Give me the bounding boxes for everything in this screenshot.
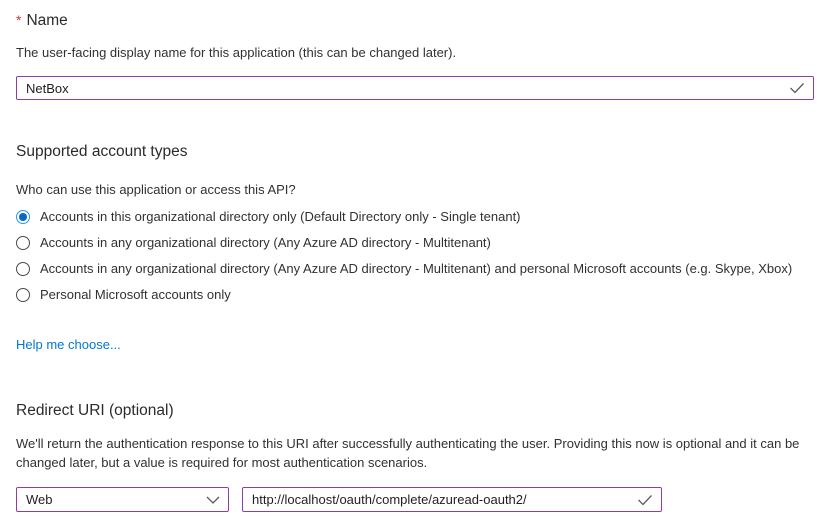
radio-option-multitenant-personal[interactable] [16, 260, 814, 278]
account-types-question: Who can use this application or access this API? [16, 182, 296, 197]
radio-button-icon [16, 236, 30, 250]
platform-select[interactable] [16, 487, 229, 512]
radio-option-label: Accounts in any organizational directory (Any Azure AD directory - Multitenant) and personal Microsoft accounts (e.g. Skype, Xbox) [40, 261, 793, 276]
name-description: The user-facing display name for this application (this can be changed later). [16, 45, 457, 60]
name-section-title [16, 12, 814, 29]
name-section-title-text: Name [26, 12, 68, 29]
name-field-container [16, 76, 814, 100]
radio-option-multitenant[interactable] [16, 234, 814, 252]
chevron-down-icon [206, 496, 220, 504]
redirect-uri-input[interactable] [243, 488, 661, 511]
redirect-uri-field-container [242, 487, 662, 512]
account-types-radio-group [16, 208, 814, 304]
redirect-uri-section-title [16, 403, 814, 419]
radio-option-single-tenant[interactable] [16, 208, 814, 226]
help-me-choose-link[interactable]: Help me choose... [16, 337, 121, 352]
required-asterisk: * [16, 12, 22, 28]
radio-option-label: Accounts in this organizational directory only (Default Directory only - Single tenant) [40, 209, 521, 224]
redirect-uri-title-text: Redirect URI (optional) [16, 402, 174, 419]
redirect-uri-row [16, 487, 814, 512]
account-types-title-text: Supported account types [16, 143, 188, 160]
radio-option-personal-only[interactable] [16, 286, 814, 304]
platform-select-value: Web [26, 492, 53, 507]
radio-button-icon [16, 288, 30, 302]
radio-option-label: Personal Microsoft accounts only [40, 287, 231, 302]
radio-option-label: Accounts in any organizational directory (Any Azure AD directory - Multitenant) [40, 235, 491, 250]
account-types-section-title [16, 144, 814, 160]
radio-button-icon [16, 210, 30, 224]
redirect-uri-description: We'll return the authentication response to this URI after successfully authenticating the user. Providing this now is optional and it can be changed later, but a value is required for most authentication scenarios. [16, 436, 800, 470]
radio-button-icon [16, 262, 30, 276]
name-input[interactable] [17, 77, 813, 99]
